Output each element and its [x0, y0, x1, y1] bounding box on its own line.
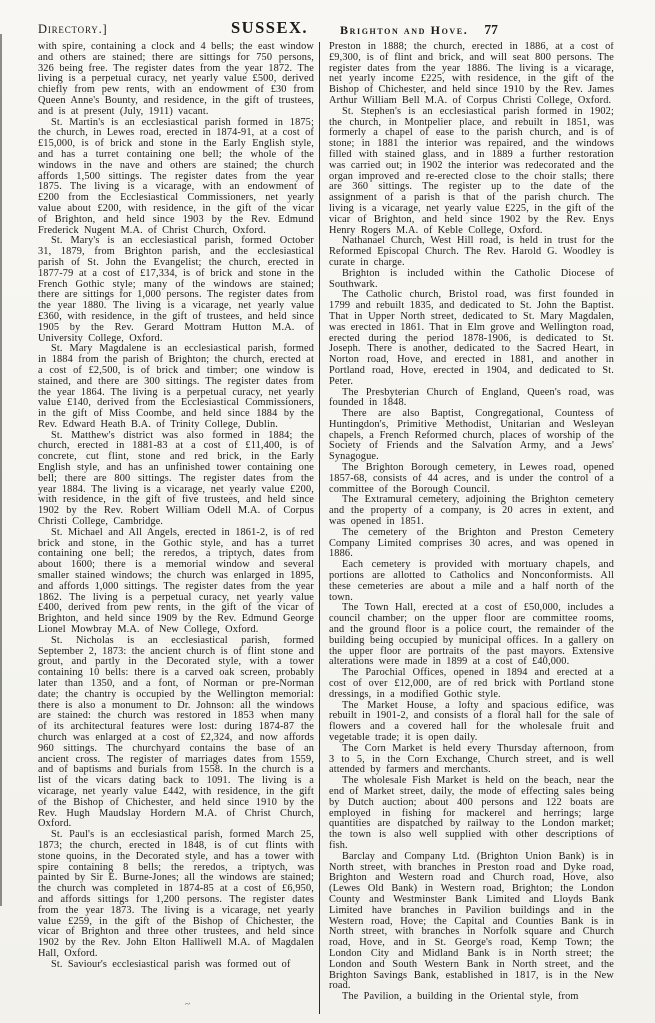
- paragraph: with spire, containing a clock and 4 bells; the east window and others are stained; there are sittings for 750 persons, 326 being free. The register dates from the year 1872. The living is a perpetual curacy, net yearly value £500, derived chiefly from pew rents, with an endowment of £30 from Queen Anne's Bounty, and residence, in the gift of trustees, and is at present (July, 1911) vacant.: [38, 42, 314, 117]
- scan-artifact: ~: [184, 998, 192, 1011]
- paragraph: The Corn Market is held every Thursday afternoon, from 3 to 5, in the Corn Exchange, Church street, and is well attended by farmers and merchants.: [329, 742, 614, 776]
- scan-edge-artifact: [0, 34, 2, 906]
- column-right: [329, 42, 614, 1018]
- county-title: SUSSEX.: [231, 18, 308, 37]
- page-header: [0, 18, 655, 40]
- paragraph: St. Mary Magdalene is an ecclesiastical parish, formed in 1884 from the parish of Brighton; the church, erected at a cost of £2,500, is of brick and timber; one window is stained, and there are 300 sittings. The register dates from the year 1864. The living is a perpetual curacy, net yearly value £140, derived from the Ecclesiastical Commissioners, in the gift of Miss Coombe, and held since 1884 by the Rev. Edward Heath B.A. of Trinity College, Dublin.: [38, 343, 314, 430]
- paragraph: St. Saviour's ecclesiastical parish was formed out of: [51, 958, 291, 970]
- page-number: 77: [484, 22, 498, 37]
- section-title-group: [340, 22, 498, 38]
- paragraph: Brighton is included within the Catholic Diocese of Southwark.: [329, 267, 614, 290]
- column-left: [38, 42, 314, 1018]
- paragraph: Each cemetery is provided with mortuary chapels, and portions are allotted to Catholics and Nonconformists. All these cemeteries are about a mile and a half north of the town.: [329, 559, 614, 603]
- paragraph: The Catholic church, Bristol road, was first founded in 1799 and rebuilt 1835, and dedicated to St. John the Baptist. That in Upper North street, dedicated to St. Mary Magdalen, was erected in 1861. That in Elm grove and Wellington road, erected during the period 1878-1906, is dedicated to St. Joseph. There is another, dedicated to the Sacred Heart, in Norton road, Hove, and erected in 1881, and another in Portland road, Hove, erected in 1904, and dedicated to St. Peter.: [329, 289, 614, 387]
- paragraph: St. Martin's is an ecclesiastical parish formed in 1875; the church, in Lewes road, erected in 1874-91, at a cost of £15,000, is of brick and stone in the Early English style, and has a turret containing one bell; the whole of the windows in the nave and others are stained; the church affords 1,500 sittings. The register dates from the year 1875. The living is a vicarage, with an endowment of £200 from the Ecclesiastical Commissioners, net yearly value about £200, with residence, in the gift of the vicar of Brighton, and held since 1903 by the Rev. Edmund Frederick Nugent M.A. of Christ Church, Oxford.: [38, 116, 314, 236]
- paragraph: St. Mary's is an ecclesiastical parish, formed October 31, 1879, from Brighton parish, and the ecclesiastical parish of St. John the Evangelist; the church, erected in 1877-79 at a cost of £17,334, is of brick and stone in the French Gothic style; many of the windows are stained; there are sittings for 1,000 persons. The register dates from the year 1880. The living is a vicarage, net yearly value £360, with residence, in the gift of trustees, and held since 1905 by the Rev. Gerard Mottram Hutton M.A. of University College, Oxford.: [38, 235, 314, 344]
- paragraph: The Town Hall, erected at a cost of £50,000, includes a council chamber; on the upper floor are committee rooms, and the ground floor is a police court, the remainder of the building being occupied by municipal offices. In a gallery on the upper floor are portraits of the past mayors. Extensive alterations were made in 1899 at a cost of £40,000.: [329, 602, 614, 668]
- paragraph: The Pavilion, a building in the Oriental style, from: [342, 991, 579, 1003]
- paragraph: The Market House, a lofty and spacious edifice, was rebuilt in 1901-2, and consists of a floral hall for the sale of flowers and a covered hall for the wholesale fruit and vegetable trade; it is open daily.: [329, 699, 614, 743]
- paragraph: The wholesale Fish Market is held on the beach, near the end of Market street, daily, the mode of effecting sales being by Dutch auction; about 400 persons and 122 boats are employed in fishing for mackerel and herrings; large quantities are dispatched by railway to the London market; the town is also well supplied with other descriptions of fish.: [329, 775, 614, 851]
- paragraph: Nathanael Church, West Hill road, is held in trust for the Reformed Episcopal Church. The Rev. Harold G. Woodley is curate in charge.: [329, 235, 614, 268]
- paragraph: St. Michael and All Angels, erected in 1861-2, is of red brick and stone, in the Gothic style, and has a turret containing one bell; the reredos, a triptych, dates from about 1600; there is a memorial window and several smaller stained windows; the church was enlarged in 1895, and affords 1,000 sittings. The register dates from the year 1862. The living is a perpetual curacy, net yearly value £400, derived from pew rents, in the gift of the vicar of Brighton, and held since 1909 by the Rev. Edmund George Lionel Mowbray M.A. of New College, Oxford.: [38, 526, 314, 636]
- paragraph: The Parochial Offices, opened in 1894 and erected at a cost of over £12,000, are of red brick with Portland stone dressings, in a modified Gothic style.: [329, 667, 614, 700]
- paragraph: Barclay and Company Ltd. (Brighton Union Bank) is in North street, with branches in Preston road and Dyke road, Brighton and Western road and Church road, Hove, also (Lewes Old Bank) in Western road, Brighton; the London County and Westminster Bank Limited and Lloyds Bank Limited have branches in Pavilion buildings and in the Western road, Hove; the Capital and Counties Bank is in North street, with branches in Norfolk square and Church road, Hove, and in St. George's road, Kemp Town; the London City and Midland Bank is in North street; the London and South Western Bank in North street, and the Brighton Savings Bank, established in 1817, is in the New road.: [329, 850, 614, 992]
- paragraph: The cemetery of the Brighton and Preston Cemetery Company Limited comprises 30 acres, and was opened in 1886.: [329, 526, 614, 560]
- paragraph: Preston in 1888; the church, erected in 1886, at a cost of £9,300, is of flint and brick, and will seat 800 persons. The register dates from the year 1886. The living is a vicarage, net yearly income £225, with residence, in the gift of the Bishop of Chichester, and held since 1910 by the Rev. James Arthur William Bell M.A. of Corpus Christi College, Oxford.: [329, 42, 614, 106]
- paragraph: St. Matthew's district was also formed in 1884; the church, erected in 1881-83 at a cost of £11,400, is of concrete, cut flint, stone and red brick, in the Early English style, and has an unfinished tower containing one bell; there are 800 sittings. The register dates from the year 1884. The living is a vicarage, net yearly value £200, with residence, in the gift of five trustees, and held since 1902 by the Rev. Robert William Odell M.A. of Corpus Christi College, Cambridge.: [38, 429, 314, 528]
- paragraph: St. Stephen's is an ecclesiastical parish formed in 1902; the church, in Montpelier place, and rebuilt in 1851, was formerly a chapel of ease to the parish church, and is of stone; in 1881 the interior was repaired, and the windows filled with stained glass, and in 1889 a further restoration was carried out; in 1902 the interior was redecorated and the organ improved and re-erected close to the choir stalls; there are 360 sittings. The register up to the date of the assignment of a parish is that of the parish church. The living is a vicarage, net yearly value £225, in the gift of the vicar of Brighton, and held since 1902 by the Rev. Enys Henry Rogers M.A. of Keble College, Oxford.: [329, 105, 614, 236]
- directory-label: Directory.]: [38, 22, 108, 36]
- section-title: Brighton and Hove.: [340, 23, 469, 37]
- paragraph: The Brighton Borough cemetery, in Lewes road, opened 1857-68, consists of 44 acres, and is under the control of a committee of the Borough Council.: [329, 462, 614, 495]
- column-divider: [319, 42, 320, 1014]
- paragraph: St. Paul's is an ecclesiastical parish, formed March 25, 1873; the church, erected in 1848, is of cut flints with stone quoins, in the Decorated style, and has a tower with spire containing 8 bells; the reredos, a triptych, was painted by Sir E. Burne-Jones; all the windows are stained; the church was completed in 1874-85 at a cost of £6,950, and affords sittings for 1,200 persons. The register dates from the year 1873. The living is a vicarage, net yearly value £259, in the gift of the Bishop of Chichester, the vicar of Brighton and three other trustees, and held since 1902 by the Rev. John Elton Halliwell M.A. of Magdalen Hall, Oxford.: [38, 829, 314, 959]
- paragraph: The Extramural cemetery, adjoining the Brighton cemetery and the property of a company, is 20 acres in extent, and was opened in 1851.: [329, 494, 614, 528]
- paragraph: St. Nicholas is an ecclesiastical parish, formed September 2, 1873: the ancient church is of flint stone and grout, and partly in the Decorated style, with a tower containing 10 bells: there is a carved oak screen, probably later than 1350, and a font, of Norman or pre-Norman date; the chantry is occupied by the Wellington memorial: there is also a monument to Dr. Johnson: all the windows are stained: the church was restored in 1853 when many of its architectural features were lost: during 1874-87 the church was enlarged at a cost of £2,324, and now affords 960 sittings. The churchyard contains the base of an ancient cross. The register of marriages dates from 1559, and of baptisms and burials from 1558. In the church is a list of the vicars dating back to 1091. The living is a vicarage, net yearly value £442, with residence, in the gift of the Bishop of Chichester, and held since 1910 by the Rev. Hugh Maudslay Hordern M.A. of Christ Church, Oxford.: [38, 634, 314, 830]
- paragraph: The Presbyterian Church of England, Queen's road, was founded in 1848.: [329, 386, 614, 409]
- paragraph: There are also Baptist, Congregational, Countess of Huntingdon's, Primitive Methodist, Unitarian and Wesleyan chapels, a French Reformed church, places of worship of the Society of Friends and the Salvation Army, and a Jews' Synagogue.: [329, 408, 614, 463]
- text-columns: [38, 42, 616, 1018]
